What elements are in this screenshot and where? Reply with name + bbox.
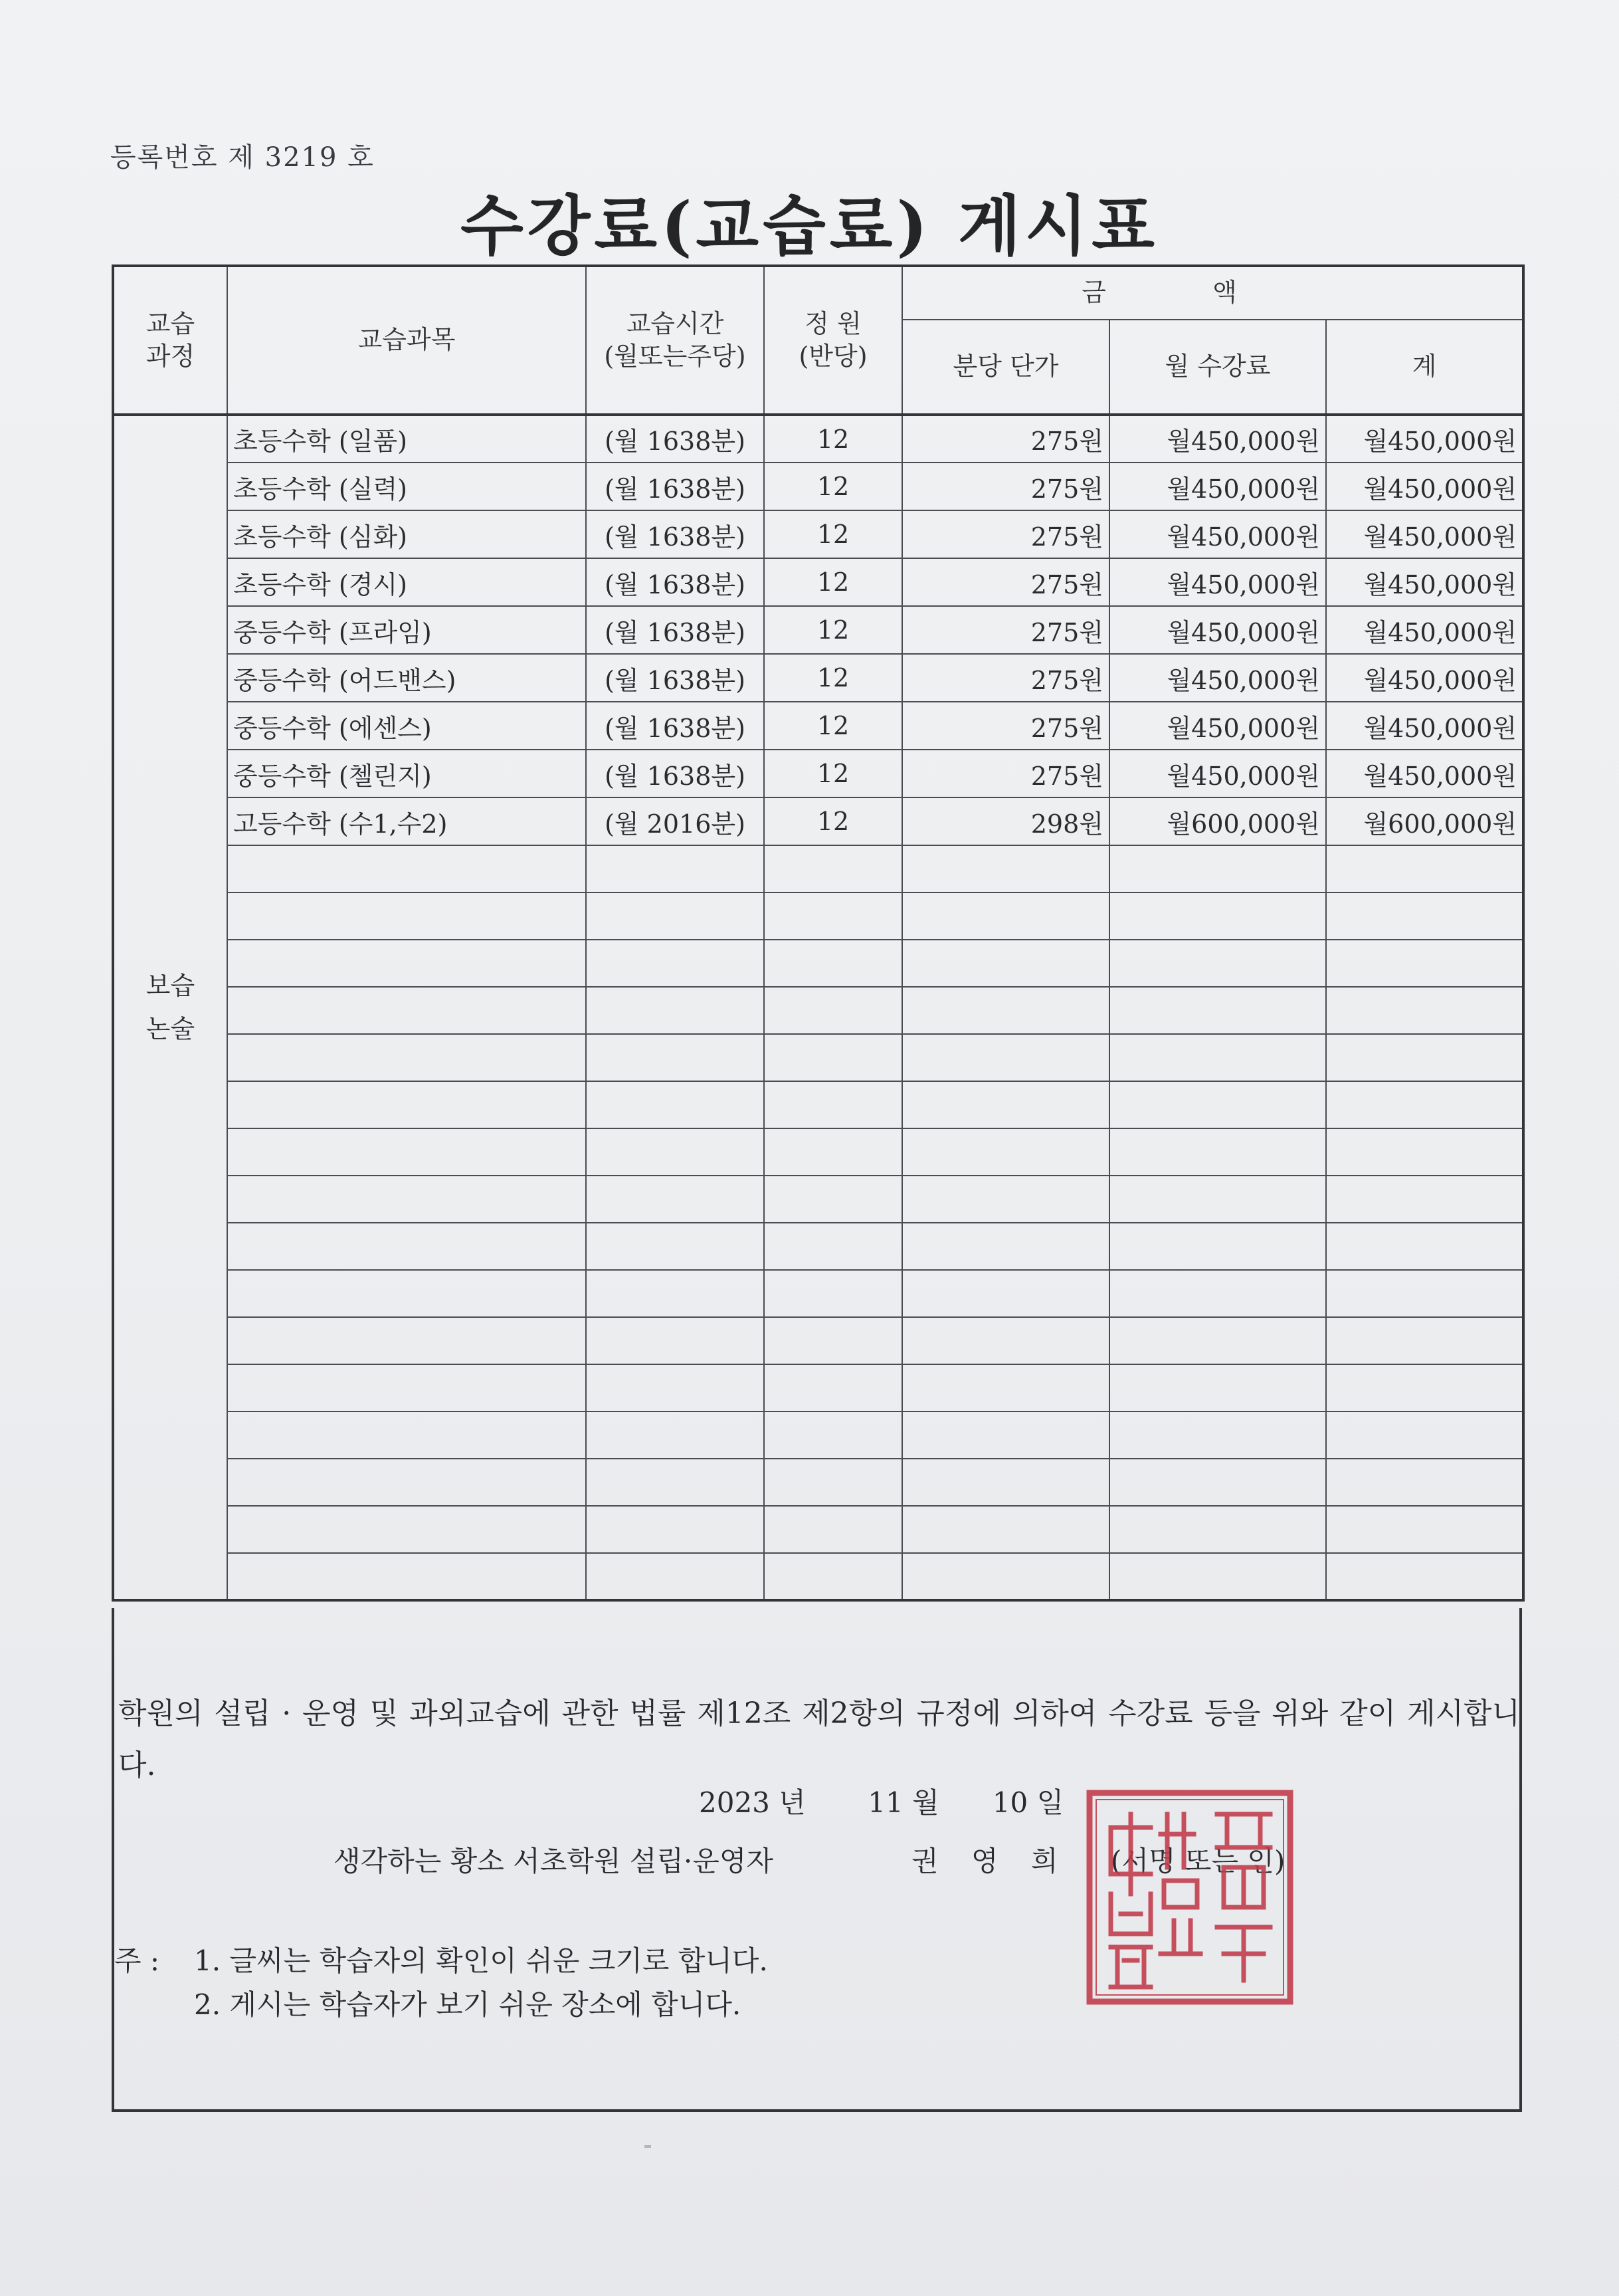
subject-cell: 초등수학 (실력) xyxy=(227,463,586,510)
time-cell xyxy=(586,1081,764,1128)
signer-name: 권 영 희 xyxy=(911,1845,1070,1877)
unit-price-cell xyxy=(902,1459,1109,1506)
monthly-fee-cell: 월450,000원 xyxy=(1109,558,1326,606)
capacity-cell: 12 xyxy=(764,797,902,845)
subject-cell xyxy=(227,987,586,1034)
time-cell: (월 1638분) xyxy=(586,702,764,750)
red-seal-stamp xyxy=(1084,1788,1295,2007)
monthly-fee-cell: 월450,000원 xyxy=(1109,606,1326,654)
header-course xyxy=(113,266,227,415)
legal-statement: 학원의 설립 · 운영 및 과외교습에 관한 법률 제12조 제2항의 규정에 의하여 수강료 등을 위와 같이 게시합니다. xyxy=(118,1697,1520,1782)
table-row-empty xyxy=(113,1128,1523,1176)
time-cell: (월 1638분) xyxy=(586,750,764,797)
time-cell xyxy=(586,1364,764,1411)
monthly-fee-cell xyxy=(1109,940,1326,987)
capacity-cell xyxy=(764,845,902,892)
date-month: 11 xyxy=(868,1786,904,1819)
monthly-fee-cell xyxy=(1109,892,1326,940)
note-item-1: 주 : 1. 글씨는 학습자의 확인이 쉬운 크기로 합니다. xyxy=(114,1939,768,1983)
table-row xyxy=(113,702,1523,750)
date-year: 2023 xyxy=(699,1786,770,1819)
subject-cell xyxy=(227,845,586,892)
capacity-cell xyxy=(764,1270,902,1317)
capacity-cell xyxy=(764,940,902,987)
monthly-fee-cell xyxy=(1109,1506,1326,1553)
capacity-cell: 12 xyxy=(764,510,902,558)
table-row-empty xyxy=(113,892,1523,940)
table-row-empty xyxy=(113,1270,1523,1317)
monthly-fee-cell xyxy=(1109,1081,1326,1128)
capacity-cell: 12 xyxy=(764,654,902,702)
unit-price-cell xyxy=(902,940,1109,987)
table-row-empty xyxy=(113,1459,1523,1506)
time-cell xyxy=(586,1270,764,1317)
date-line xyxy=(699,1781,1064,1821)
unit-price-cell: 275원 xyxy=(902,750,1109,797)
unit-price-cell xyxy=(902,1553,1109,1600)
registration-number: 등록번호 제 3219 호 xyxy=(110,142,375,173)
total-cell xyxy=(1326,1081,1523,1128)
time-cell xyxy=(586,1506,764,1553)
total-cell xyxy=(1326,1506,1523,1553)
monthly-fee-cell xyxy=(1109,1176,1326,1223)
time-cell xyxy=(586,1411,764,1459)
unit-price-cell xyxy=(902,1128,1109,1176)
time-cell xyxy=(586,1317,764,1364)
monthly-fee-cell: 월450,000원 xyxy=(1109,510,1326,558)
monthly-fee-cell xyxy=(1109,1553,1326,1600)
subject-cell xyxy=(227,1081,586,1128)
capacity-cell: 12 xyxy=(764,702,902,750)
header-time xyxy=(586,266,764,415)
time-cell: (월 1638분) xyxy=(586,606,764,654)
table-row xyxy=(113,606,1523,654)
capacity-cell xyxy=(764,1411,902,1459)
total-cell: 월450,000원 xyxy=(1326,654,1523,702)
page-mark xyxy=(644,2145,651,2148)
header-time-text: 교습시간 (월또는주당) xyxy=(604,308,746,371)
time-cell: (월 1638분) xyxy=(586,415,764,463)
subject-cell xyxy=(227,1034,586,1081)
monthly-fee-cell: 월450,000원 xyxy=(1109,654,1326,702)
capacity-cell: 12 xyxy=(764,558,902,606)
monthly-fee-cell xyxy=(1109,1270,1326,1317)
monthly-fee-cell: 월450,000원 xyxy=(1109,463,1326,510)
time-cell: (월 1638분) xyxy=(586,510,764,558)
time-cell xyxy=(586,1459,764,1506)
time-cell xyxy=(586,1223,764,1270)
unit-price-cell: 275원 xyxy=(902,702,1109,750)
unit-price-cell: 275원 xyxy=(902,510,1109,558)
total-cell xyxy=(1326,1317,1523,1364)
unit-price-cell xyxy=(902,1506,1109,1553)
unit-price-cell xyxy=(902,1411,1109,1459)
header-capacity-text: 정 원 (반당) xyxy=(799,308,868,371)
time-cell xyxy=(586,1176,764,1223)
date-month-unit: 월 xyxy=(912,1786,939,1819)
table-row-empty xyxy=(113,1411,1523,1459)
capacity-cell xyxy=(764,892,902,940)
document-title: 수강료(교습료) 게시표 xyxy=(460,188,1159,264)
total-cell xyxy=(1326,1128,1523,1176)
monthly-fee-cell xyxy=(1109,1411,1326,1459)
subject-cell: 중등수학 (어드밴스) xyxy=(227,654,586,702)
total-cell: 월450,000원 xyxy=(1326,510,1523,558)
table-row-empty xyxy=(113,1223,1523,1270)
subject-cell xyxy=(227,1506,586,1553)
time-cell: (월 2016분) xyxy=(586,797,764,845)
unit-price-cell: 275원 xyxy=(902,558,1109,606)
monthly-fee-cell: 월450,000원 xyxy=(1109,750,1326,797)
monthly-fee-cell xyxy=(1109,1317,1326,1364)
time-cell xyxy=(586,892,764,940)
fee-table xyxy=(112,264,1525,1602)
subject-cell xyxy=(227,940,586,987)
time-cell xyxy=(586,940,764,987)
header-unit-price: 분당 단가 xyxy=(902,320,1109,415)
unit-price-cell xyxy=(902,892,1109,940)
total-cell: 월600,000원 xyxy=(1326,797,1523,845)
monthly-fee-cell xyxy=(1109,1034,1326,1081)
subject-cell: 초등수학 (경시) xyxy=(227,558,586,606)
note-item-2: 2. 게시는 학습자가 보기 쉬운 장소에 합니다. xyxy=(194,1988,741,2021)
subject-cell: 초등수학 (일품) xyxy=(227,415,586,463)
capacity-cell xyxy=(764,1317,902,1364)
unit-price-cell xyxy=(902,1034,1109,1081)
total-cell xyxy=(1326,1034,1523,1081)
table-row-empty xyxy=(113,1317,1523,1364)
capacity-cell xyxy=(764,1081,902,1128)
table-row xyxy=(113,558,1523,606)
header-capacity xyxy=(764,266,902,415)
table-row-empty xyxy=(113,1081,1523,1128)
time-cell xyxy=(586,1034,764,1081)
header-course-text: 교습 과정 xyxy=(145,308,195,371)
subject-cell xyxy=(227,1459,586,1506)
total-cell: 월450,000원 xyxy=(1326,558,1523,606)
total-cell xyxy=(1326,1270,1523,1317)
time-cell xyxy=(586,1128,764,1176)
unit-price-cell xyxy=(902,1317,1109,1364)
unit-price-cell: 275원 xyxy=(902,606,1109,654)
subject-cell xyxy=(227,1411,586,1459)
total-cell: 월450,000원 xyxy=(1326,606,1523,654)
monthly-fee-cell xyxy=(1109,1223,1326,1270)
subject-cell xyxy=(227,1364,586,1411)
notice-section xyxy=(112,1608,1522,2112)
unit-price-cell xyxy=(902,845,1109,892)
unit-price-cell: 275원 xyxy=(902,463,1109,510)
table-row-empty xyxy=(113,1506,1523,1553)
unit-price-cell xyxy=(902,1270,1109,1317)
date-year-unit: 년 xyxy=(779,1786,806,1819)
header-amount: 금액 xyxy=(902,266,1523,320)
total-cell: 월450,000원 xyxy=(1326,415,1523,463)
unit-price-cell xyxy=(902,1223,1109,1270)
subject-cell: 중등수학 (에센스) xyxy=(227,702,586,750)
subject-cell: 중등수학 (첼린지) xyxy=(227,750,586,797)
time-cell xyxy=(586,845,764,892)
unit-price-cell xyxy=(902,987,1109,1034)
capacity-cell: 12 xyxy=(764,463,902,510)
subject-cell xyxy=(227,1176,586,1223)
time-cell: (월 1638분) xyxy=(586,558,764,606)
time-cell xyxy=(586,1553,764,1600)
total-cell: 월450,000원 xyxy=(1326,463,1523,510)
total-cell xyxy=(1326,1553,1523,1600)
sign-label: (서명 또는 인) xyxy=(1111,1845,1286,1877)
course-name-cell xyxy=(113,415,227,1600)
date-day: 10 xyxy=(992,1786,1028,1819)
capacity-cell xyxy=(764,1034,902,1081)
subject-cell xyxy=(227,1128,586,1176)
monthly-fee-cell xyxy=(1109,1128,1326,1176)
table-row-empty xyxy=(113,1034,1523,1081)
capacity-cell xyxy=(764,1128,902,1176)
header-subject: 교습과목 xyxy=(227,266,586,415)
total-cell xyxy=(1326,1411,1523,1459)
monthly-fee-cell: 월450,000원 xyxy=(1109,415,1326,463)
total-cell xyxy=(1326,1223,1523,1270)
table-row xyxy=(113,415,1523,463)
total-cell: 월450,000원 xyxy=(1326,702,1523,750)
capacity-cell xyxy=(764,987,902,1034)
table-row-empty xyxy=(113,845,1523,892)
signer-role: 생각하는 황소 서초학원 설립·운영자 xyxy=(333,1845,773,1877)
capacity-cell: 12 xyxy=(764,415,902,463)
capacity-cell xyxy=(764,1553,902,1600)
subject-cell xyxy=(227,1223,586,1270)
total-cell xyxy=(1326,987,1523,1034)
subject-cell xyxy=(227,1317,586,1364)
total-cell xyxy=(1326,845,1523,892)
subject-cell xyxy=(227,1553,586,1600)
table-row xyxy=(113,750,1523,797)
total-cell: 월450,000원 xyxy=(1326,750,1523,797)
table-row xyxy=(113,654,1523,702)
capacity-cell xyxy=(764,1176,902,1223)
subject-cell xyxy=(227,892,586,940)
unit-price-cell: 275원 xyxy=(902,415,1109,463)
monthly-fee-cell: 월450,000원 xyxy=(1109,702,1326,750)
monthly-fee-cell xyxy=(1109,1459,1326,1506)
unit-price-cell xyxy=(902,1176,1109,1223)
total-cell xyxy=(1326,940,1523,987)
fee-table-body xyxy=(113,415,1523,1600)
time-cell: (월 1638분) xyxy=(586,654,764,702)
header-monthly-fee: 월 수강료 xyxy=(1109,320,1326,415)
subject-cell: 고등수학 (수1,수2) xyxy=(227,797,586,845)
monthly-fee-cell xyxy=(1109,987,1326,1034)
total-cell xyxy=(1326,1176,1523,1223)
table-row-empty xyxy=(113,1176,1523,1223)
total-cell xyxy=(1326,1364,1523,1411)
time-cell xyxy=(586,987,764,1034)
unit-price-cell: 275원 xyxy=(902,654,1109,702)
table-row-empty xyxy=(113,987,1523,1034)
total-cell xyxy=(1326,1459,1523,1506)
capacity-cell: 12 xyxy=(764,606,902,654)
unit-price-cell: 298원 xyxy=(902,797,1109,845)
capacity-cell xyxy=(764,1223,902,1270)
monthly-fee-cell xyxy=(1109,1364,1326,1411)
table-row xyxy=(113,463,1523,510)
notes-label: 주 : xyxy=(114,1944,160,1977)
capacity-cell xyxy=(764,1506,902,1553)
date-day-unit: 일 xyxy=(1036,1786,1064,1819)
subject-cell xyxy=(227,1270,586,1317)
table-row xyxy=(113,797,1523,845)
capacity-cell: 12 xyxy=(764,750,902,797)
table-row-empty xyxy=(113,940,1523,987)
total-cell xyxy=(1326,892,1523,940)
table-row-empty xyxy=(113,1364,1523,1411)
table-row xyxy=(113,510,1523,558)
notes xyxy=(114,1939,768,2027)
unit-price-cell xyxy=(902,1081,1109,1128)
table-row-empty xyxy=(113,1553,1523,1600)
course-name: 보습 논술 xyxy=(145,971,195,1043)
capacity-cell xyxy=(764,1459,902,1506)
time-cell: (월 1638분) xyxy=(586,463,764,510)
monthly-fee-cell: 월600,000원 xyxy=(1109,797,1326,845)
header-total: 계 xyxy=(1326,320,1523,415)
monthly-fee-cell xyxy=(1109,845,1326,892)
subject-cell: 중등수학 (프라임) xyxy=(227,606,586,654)
capacity-cell xyxy=(764,1364,902,1411)
unit-price-cell xyxy=(902,1364,1109,1411)
subject-cell: 초등수학 (심화) xyxy=(227,510,586,558)
